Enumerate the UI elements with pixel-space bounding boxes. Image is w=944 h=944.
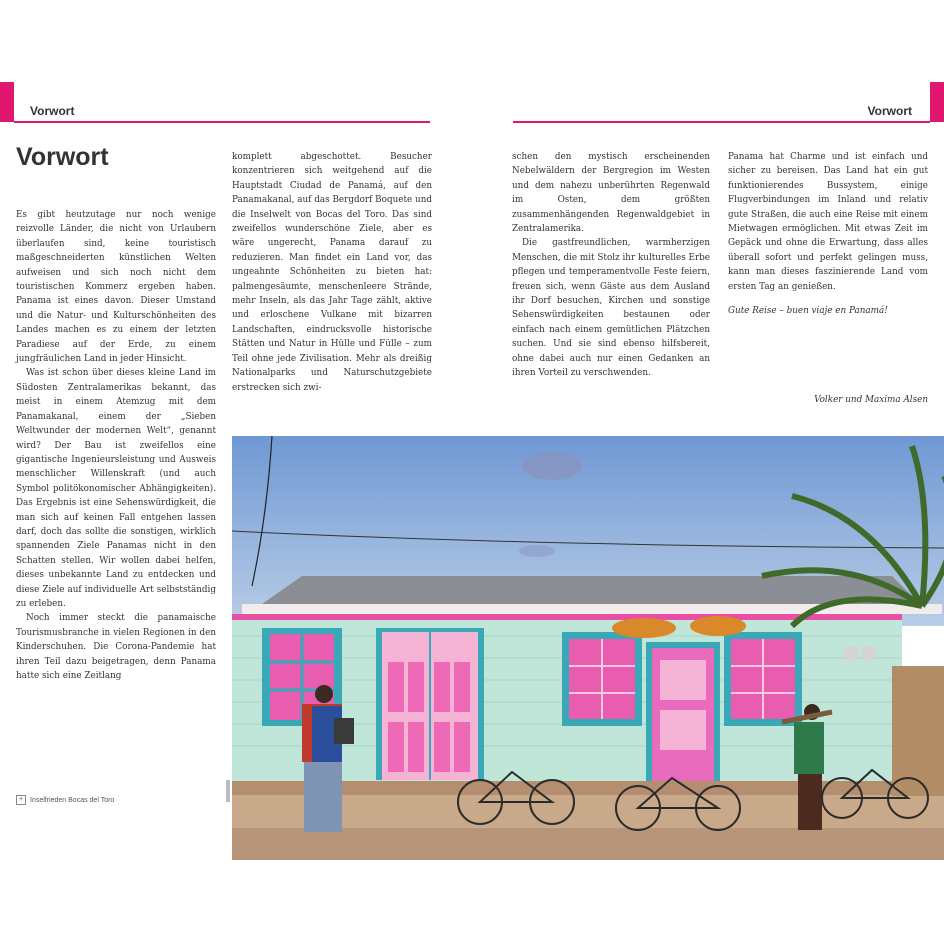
photo-caption-text: Inselfrieden Bocas del Toro xyxy=(30,796,115,804)
photo-caption xyxy=(16,795,114,805)
header-rule-left xyxy=(14,121,430,123)
running-header-left: Vorwort xyxy=(30,104,75,118)
paragraph: Panama hat Charme und ist einfach und sicher zu bereisen. Das Land hat ein gut funktionierendes Bussystem, einige Flugverbindungen im Inland und relativ gute Straßen, die auch eine Reise mit einem Mietwagen ermöglichen. Mit etwas Zeit im Gepäck und ohne die Erwartung, dass alles überall sofort und perfekt gelingen muss, kann man dieses faszinierende Land vom ersten Tag an genießen. xyxy=(728,152,928,292)
paragraph: schen den mystisch erscheinenden Nebelwäldern der Bergregion im Westen und dem nahezu unberührten Regenwald im Osten, dem größten zusammenhängenden Regenwaldgebiet in Zentralamerika. xyxy=(512,152,710,235)
text-column-1 xyxy=(16,208,216,683)
author-signature: Volker und Maxima Alsen xyxy=(814,395,928,405)
paragraph: komplett abgeschottet. Besucher konzentrieren sich weitgehend auf die Hauptstadt Ciudad de Panamá, auf den Panamakanal, auf das Bergdorf Boquete und die Inselwelt von Bocas del Toro. Das sind zweifellos wunderschöne Ziele, aber es wäre ungerecht, Panama darauf zu reduzieren. Man findet ein Land vor, das ungeahnte Schönheiten zu bieten hat: palmengesäumte, menschenleere Strände, mehr Inseln, als das Jahr Tage zählt, aktive und erloschene Vulkane mit bizarren Landschaften, eindrucksvolle historische Stätten und Natur in Hülle und Fülle – zum Teil ohne jede Zivilisation. Mehr als dreißig Nationalparks und Naturschutzgebiete erstrecken sich zwi- xyxy=(232,152,432,393)
paragraph: Es gibt heutzutage nur noch wenige reizvolle Länder, die nicht von Urlaubern überlaufen sind, keine touristisch maßgeschneiderten künstlichen Welten aufweisen und sich noch nicht dem touristischen Kommerz ergeben haben. Panama ist eines davon. Dieser Umstand und die Natur- und Kulturschönheiten des Landes machen es zu einem der letzten Paradiese auf der Erde, zu einem jungfräulichen Land in jeder Hinsicht. xyxy=(16,210,216,365)
chapter-tab-right xyxy=(930,82,944,122)
running-header-right: Vorwort xyxy=(867,104,912,118)
paragraph: Die gastfreundlichen, warmherzigen Menschen, die mit Stolz ihr kulturelles Erbe pflegen und temperamentvolle Feste feiern, freuen sich, wenn Gäste aus dem Ausland ihr Dorf besuchen, Kirchen und sonstige Sehenswürdigkeiten bestaunen oder einfach nach einem gemütlichen Plätzchen suchen. Und sie sind ebenso hilfsbereit, ohne dabei auch nur einen Gedanken an ihren Vorteil zu verschwenden. xyxy=(512,238,710,379)
text-column-2 xyxy=(232,150,432,395)
paragraph: Noch immer steckt die panamaische Tourismusbranche in vielen Regionen in den Kinderschuhen. Die Corona-Pandemie hat ihren Teil dazu beigetragen, denn Panama hatte sich eine Zeitlang xyxy=(16,613,216,681)
paragraph: Was ist schon über dieses kleine Land im Südosten Zentralamerikas bekannt, das meist in einem Atemzug mit dem Panamakanal, einem der „Sieben Weltwunder der modernen Welt“, genannt wird? Der Bau ist zweifellos eine gigantische Ingenieursleistung und Ausweis menschlicher Willenskraft (und auch Symbol politökonomischer Abhängigkeiten). Das Ergebnis ist eine Sehenswürdigkeit, die man sich auf keinen Fall entgehen lassen darf, doch das sollte die sonstigen, wirklich spannenden Ziele Panamas nicht in den Schatten stellen. Wir wollen dabei helfen, dieses unbekannte Land zu entdecken und diese Ziele auf individuelle Art selbstständig zu erleben. xyxy=(16,368,216,609)
chapter-tab-left xyxy=(0,82,14,122)
text-column-3 xyxy=(512,150,710,381)
header-rule-right xyxy=(513,121,930,123)
plus-box-icon: + xyxy=(16,795,26,805)
text-column-4 xyxy=(728,150,928,318)
photo-credit-mark xyxy=(226,780,230,802)
house-photo xyxy=(232,436,944,860)
closing-wish: Gute Reise – buen viaje en Panamá! xyxy=(728,306,888,317)
page-title: Vorwort xyxy=(16,143,109,171)
